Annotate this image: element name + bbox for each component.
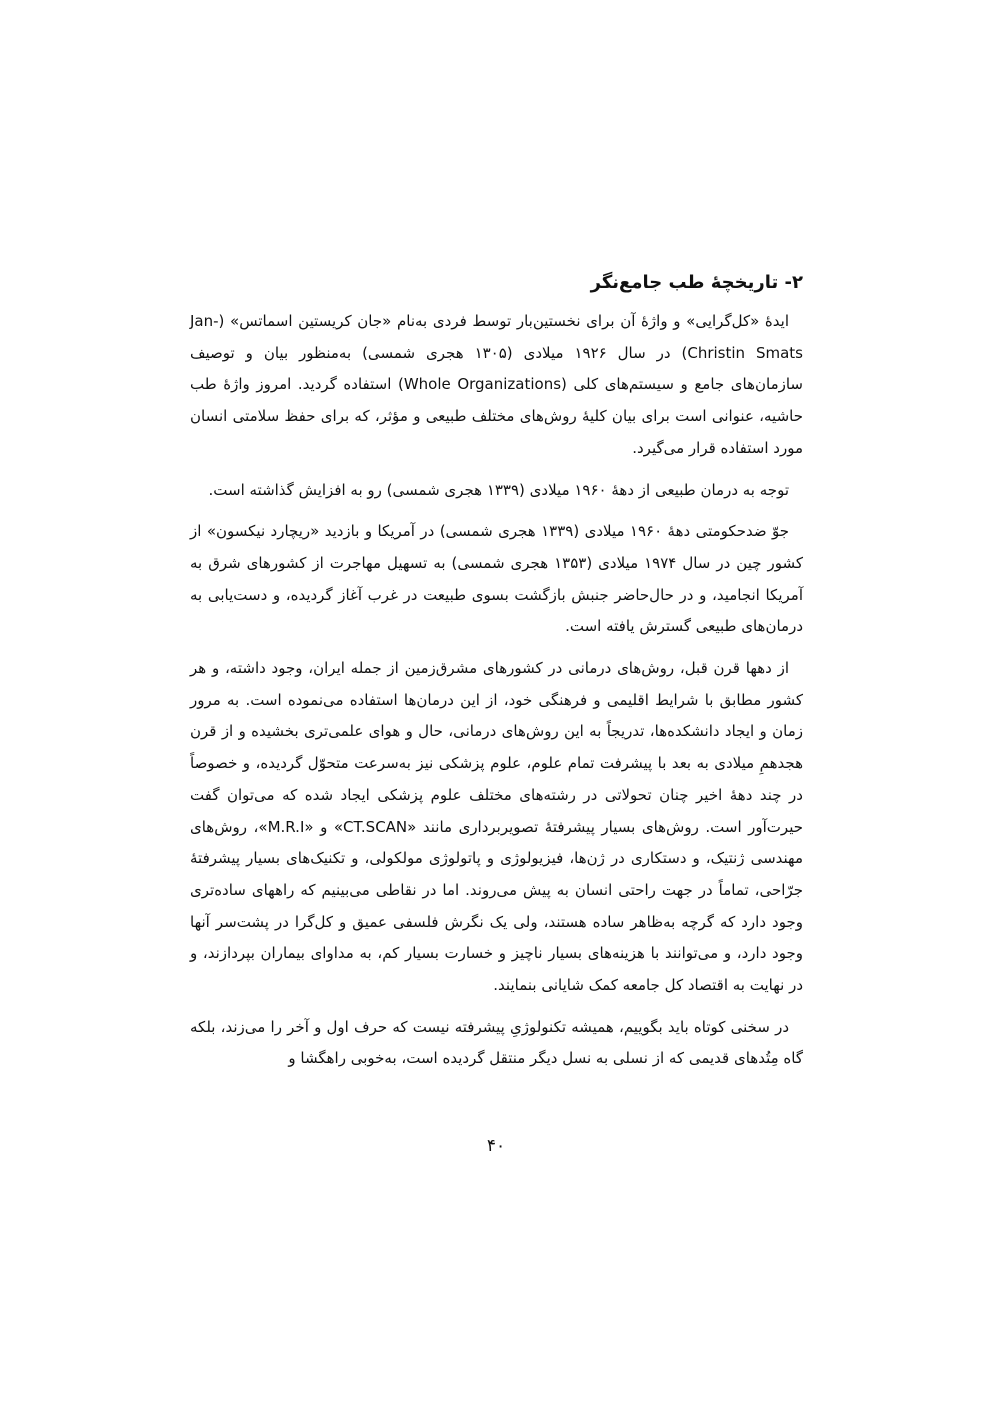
section-heading: ۲- تاریخچهٔ طب جامع‌نگر [590, 272, 803, 293]
paragraph-eastern-medicine-history: از دهها قرن قبل، روش‌های درمانی در کشورهای مشرق‌زمین از جمله ایران، وجود داشته، و هر کشور مطابق با شرایط اقلیمی و فرهنگی خود، از این درمان‌ها استفاده می‌نموده است. به مرور زمان و ایجاد دانشکده‌ها، تدریجاً به این روش‌های درمانی، حال و هوای علمی‌تری بخشیده و از قرن هجدهمِ میلادی به بعد با پیشرفت تمام علوم، علوم پزشکی نیز به‌سرعت متحوّل گردیده، و خصوصاً در چند دههٔ اخیر چنان تحولاتی در رشته‌های مختلف علوم پزشکی ایجاد شده که می‌توان گفت حیرت‌آور است. روش‌های بسیار پیشرفتهٔ تصویربرداری مانند «CT.SCAN» و «M.R.I»، روش‌های مهندسی ژنتیک، و دستکاری در ژن‌ها، فیزیولوژی و پاتولوژی مولکولی، و تکنیک‌های بسیار پیشرفتهٔ جرّاحی، تماماً در جهت راحتی انسان به پیش می‌روند. اما در نقاطی می‌بینیم که راههای ساده‌تری وجود دارد که گرچه به‌ظاهر ساده هستند، ولی یک نگرش فلسفی عمیق و کل‌گرا در پشت‌سر آنها وجود دارد، و می‌توانند با هزینه‌های بسیار ناچیز و خسارت بسیار کم، به مداوای بیماران بپردازند، و در نهایت به اقتصاد کل جامعه کمک شایانی بنمایند. [190, 659, 804, 995]
paragraph-holism-origin: ایدهٔ «کل‌گرایی» و واژهٔ آن برای نخستین‌بار توسط فردی به‌نام «جان کریستین اسماتس» (Jan-Christin Smats) در سال ۱۹۲۶ میلادی (۱۳۰۵ هجری شمسی) به‌منظور بیان و توصیف سازمان‌های جامع و سیستم‌های کلی (Whole Organizations) استفاده گردید. امروز واژهٔ طب حاشیه، عنوانی است برای بیان کلیهٔ روش‌های مختلف طبیعی و مؤثر، که برای حفظ سلامتی انسان مورد استفاده قرار می‌گیرد. [190, 312, 803, 457]
paragraph-anti-government-era: جوّ ضدحکومتی دههٔ ۱۹۶۰ میلادی (۱۳۳۹ هجری شمسی) در آمریکا و بازدید «ریچارد نیکسون» از کشور چین در سال ۱۹۷۴ میلادی (۱۳۵۳ هجری شمسی) به تسهیل مهاجرت از کشورهای شرق به آمریکا انجامید، و در حال‌حاضر جنبش بازگشت بسوی طبیعت در غرب آغاز گردیده، و دست‌یابی به درمان‌های طبیعی گسترش یافته است. [190, 522, 803, 636]
page-content [190, 268, 803, 1085]
paragraph-conclusion: در سخنی کوتاه باید بگوییم، همیشه تکنولوژیِ پیشرفته نیست که حرف اول و آخر را می‌زند، بلکه گاه مِتُدهای قدیمی که از نسلی به نسل دیگر منتقل گردیده است، به‌خوبی راهگشا و [190, 1017, 803, 1068]
paragraph-natural-therapy-1960: توجه به درمان طبیعی از دههٔ ۱۹۶۰ میلادی (۱۳۳۹ هجری شمسی) رو به افزایش گذاشته است. [208, 480, 789, 499]
page-number: ۴۰ [486, 1136, 506, 1156]
